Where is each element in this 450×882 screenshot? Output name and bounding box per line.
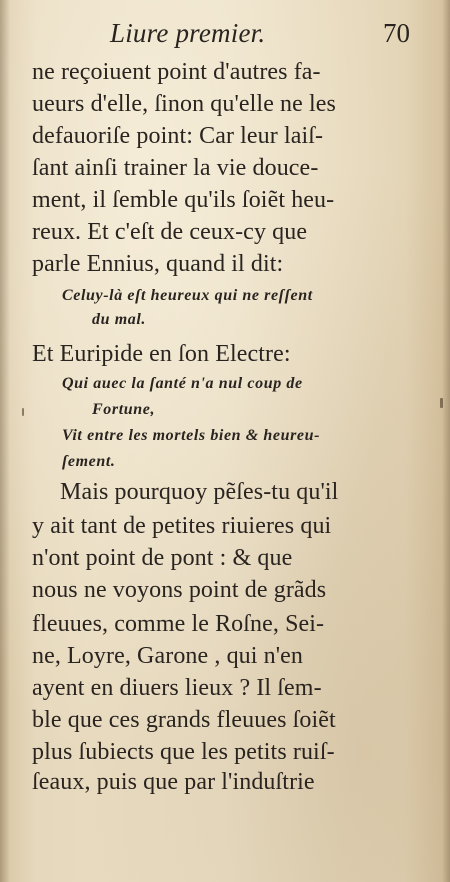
- text-line: y ait tant de petites riuieres qui: [32, 513, 332, 539]
- page-edge-shadow: [442, 0, 450, 882]
- text-line: ment, il ſemble qu'ils ſoiẽt heu-: [32, 187, 335, 213]
- ink-mark: [22, 408, 24, 416]
- verse-quote-line: Fortune,: [92, 401, 156, 418]
- text-line: reux. Et c'eſt de ceux-cy que: [32, 219, 308, 245]
- text-line: ne, Loyre, Garone , qui n'en: [32, 643, 304, 669]
- text-line: ueurs d'elle, ſinon qu'elle ne les: [32, 91, 336, 117]
- page-header: [110, 18, 410, 52]
- running-title: Liure premier.: [110, 18, 266, 48]
- ink-mark: [440, 398, 443, 408]
- verse-quote-line: ſement.: [62, 453, 116, 470]
- text-line: parle Ennius, quand il dit:: [32, 251, 284, 277]
- verse-quote-line: Vit entre les mortels bien & heureu-: [62, 427, 321, 444]
- verse-quote-line: du mal.: [92, 311, 146, 328]
- text-line: defauoriſe point: Car leur laiſ-: [32, 123, 324, 149]
- text-line: ble que ces grands fleuues ſoiẽt: [32, 707, 336, 733]
- verse-quote-line: Qui auec la ſanté n'a nul coup de: [62, 375, 303, 392]
- page-edge-shadow: [0, 0, 10, 882]
- text-line: ne reçoiuent point d'autres fa-: [32, 59, 321, 85]
- text-line: nous ne voyons point de grãds: [32, 577, 327, 603]
- text-line: ſant ainſi trainer la vie douce-: [32, 155, 319, 181]
- text-line: plus ſubiects que les petits ruiſ-: [32, 739, 335, 765]
- text-line: n'ont point de pont : & que: [32, 545, 293, 571]
- verse-quote-line: Celuy-là eſt heureux qui ne reſſent: [62, 287, 313, 304]
- text-line: fleuues, comme le Roſne, Sei-: [32, 611, 325, 637]
- text-line: ayent en diuers lieux ? Il ſem-: [32, 675, 322, 701]
- text-line: Et Euripide en ſon Electre:: [32, 341, 291, 367]
- text-line: ſeaux, puis que par l'induſtrie: [32, 769, 315, 795]
- text-line: Mais pourquoy pẽſes-tu qu'il: [60, 479, 339, 505]
- page-number: 70: [383, 18, 410, 48]
